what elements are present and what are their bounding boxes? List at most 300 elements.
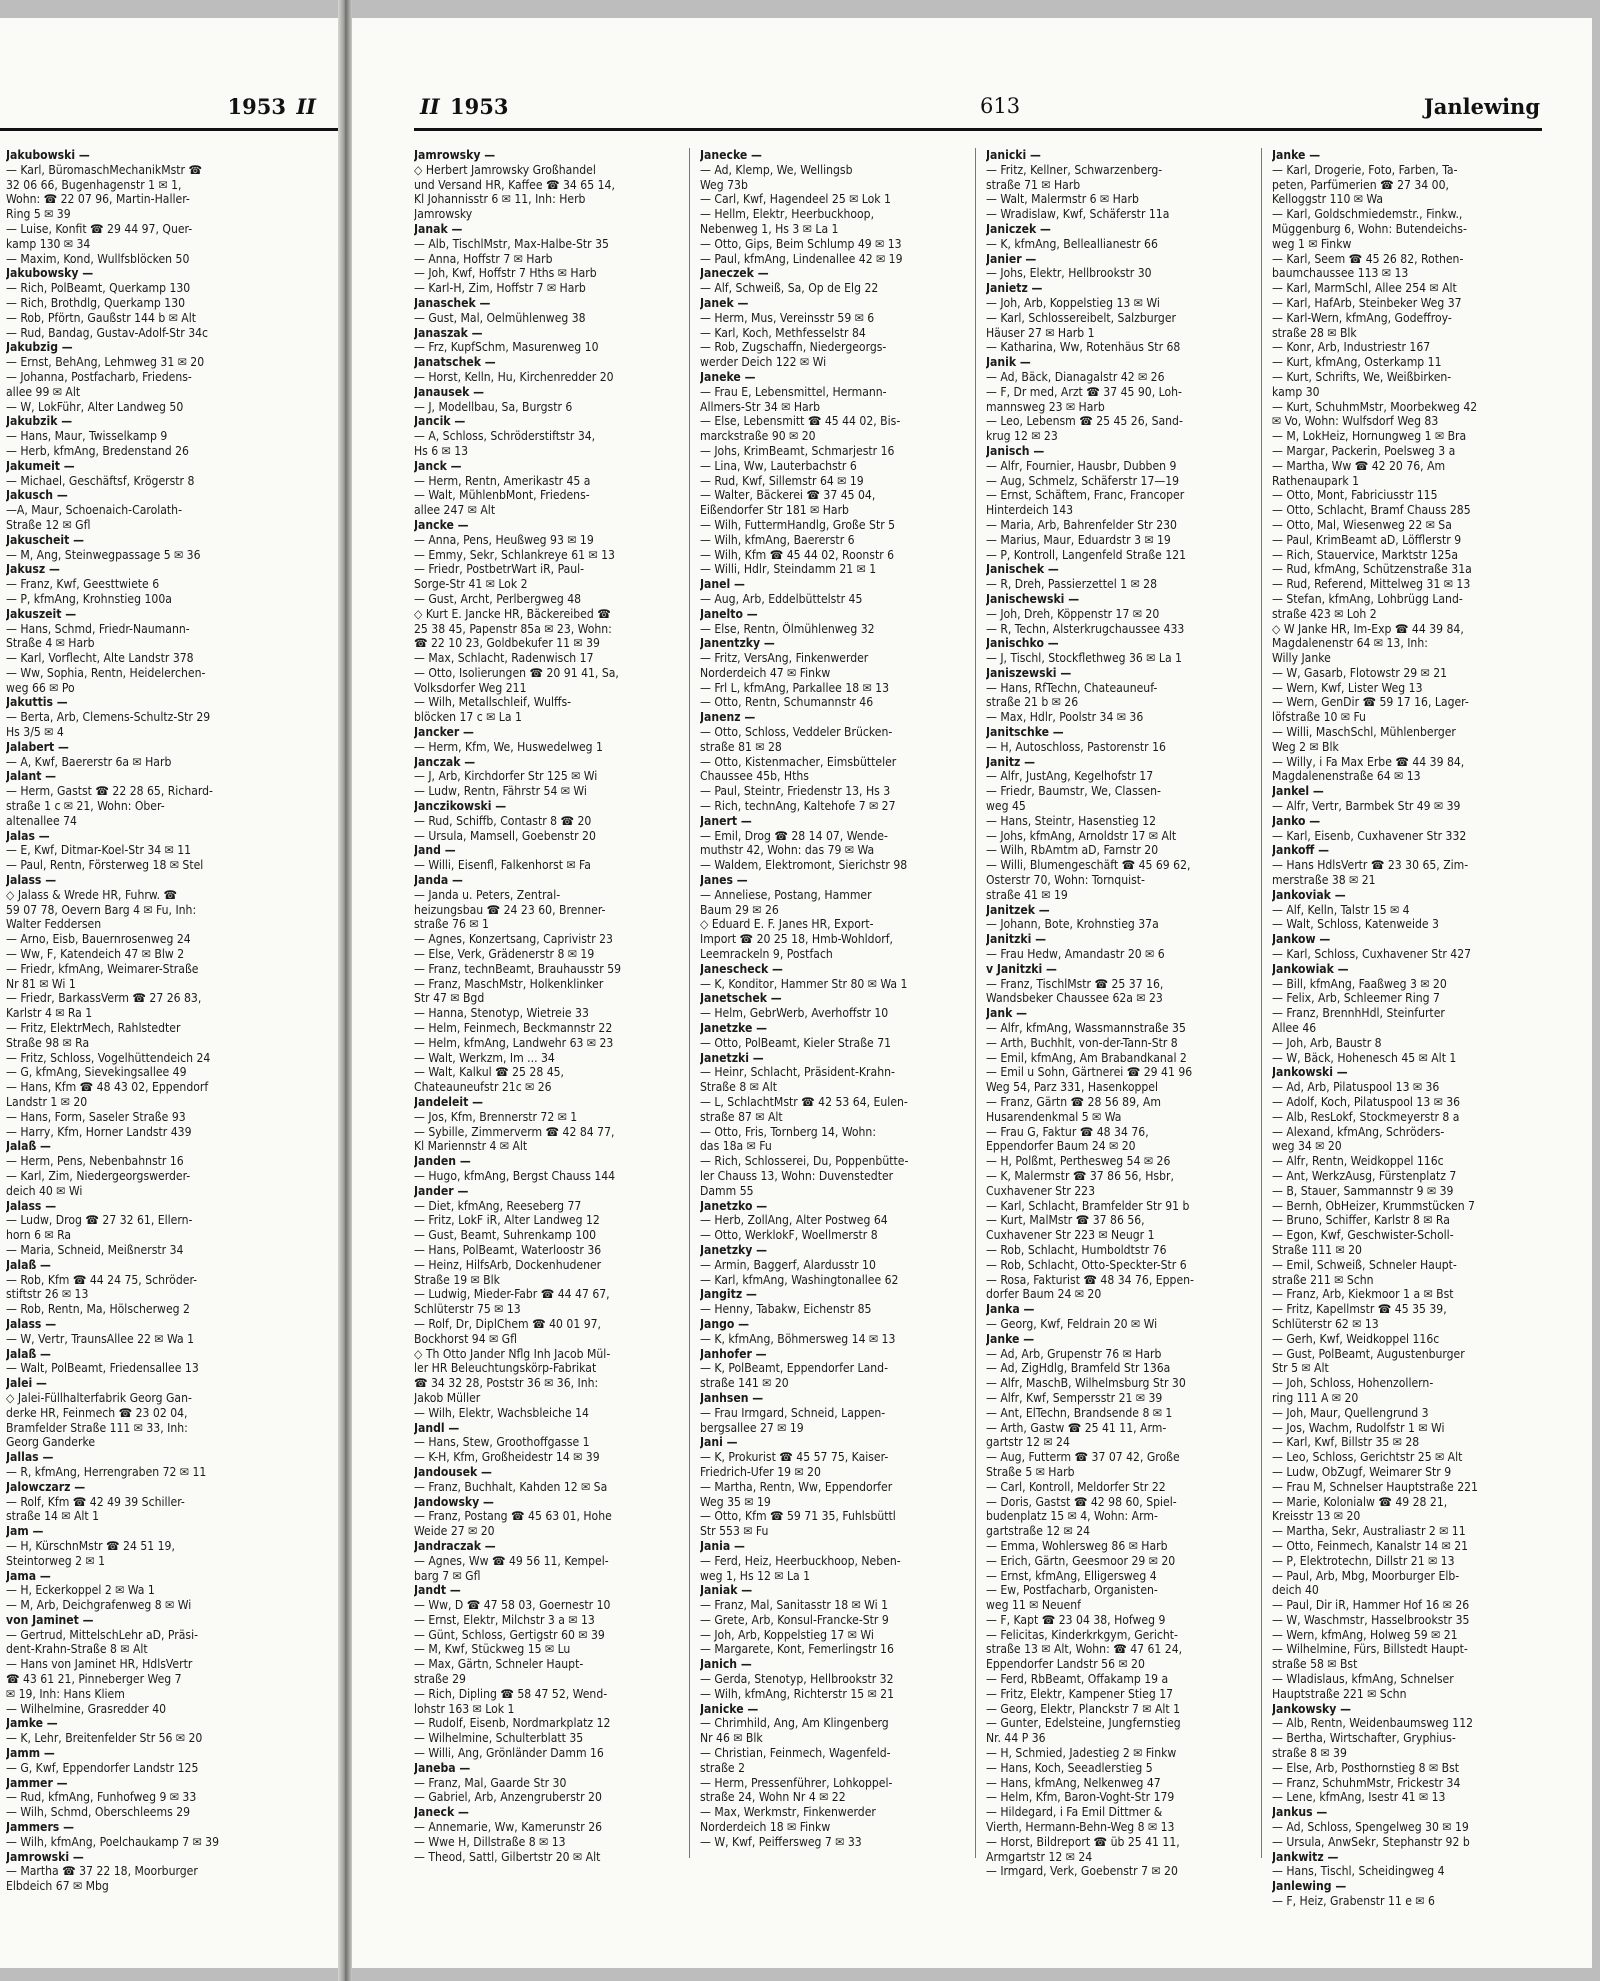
directory-entry-line: Leemrackeln 9, Postfach bbox=[700, 947, 833, 962]
directory-entry-line: — Joh, Schloss, Hohenzollern- bbox=[1272, 1376, 1434, 1391]
directory-entry-line: 59 07 78, Oevern Barg 4 ✉ Fu, Inh: bbox=[6, 902, 197, 917]
directory-entry-line: — Franz, Buchhalt, Kahden 12 ✉ Sa bbox=[414, 1479, 608, 1494]
directory-entry-line: Magdalenenstraße 64 ✉ 13 bbox=[1272, 769, 1421, 784]
directory-entry-line: — Otto, Gips, Beim Schlump 49 ✉ 13 bbox=[700, 236, 902, 251]
surname-heading: Jalass — bbox=[6, 873, 57, 888]
directory-entry-line: gartstraße 12 ✉ 24 bbox=[986, 1524, 1091, 1539]
directory-entry-line: — Felicitas, Kinderkrkgym, Gericht- bbox=[986, 1627, 1178, 1642]
surname-heading: Janietz — bbox=[986, 281, 1043, 296]
directory-entry-line: — Ferd, Heiz, Heerbuckhoop, Neben- bbox=[700, 1553, 901, 1568]
directory-entry-line: — Bernh, ObHeizer, Krummstücken 7 bbox=[1272, 1198, 1475, 1213]
directory-entry-line: — Rob, Kfm ☎ 44 24 75, Schröder- bbox=[6, 1272, 198, 1287]
directory-entry-line: — Walt, Werkzm, Im ... 34 bbox=[414, 1050, 555, 1065]
directory-entry-line: Wandsbeker Chaussee 62a ✉ 23 bbox=[986, 991, 1163, 1006]
directory-entry-line: ◇ Jalei-Füllhalterfabrik Georg Gan- bbox=[6, 1390, 192, 1405]
surname-heading: Janek — bbox=[700, 295, 749, 310]
directory-entry-line: — Harry, Kfm, Horner Landstr 439 bbox=[6, 1124, 192, 1139]
directory-entry-line: Straße 98 ✉ Ra bbox=[6, 1035, 90, 1050]
directory-entry-line: — Hans HdlsVertr ☎ 23 30 65, Zim- bbox=[1272, 858, 1469, 873]
surname-heading: Janhofer — bbox=[700, 1346, 767, 1361]
left-header-year: 1953 bbox=[227, 94, 286, 119]
surname-heading: Janes — bbox=[700, 873, 748, 888]
directory-entry-line: — B, Stauer, Sammannstr 9 ✉ 39 bbox=[1272, 1183, 1454, 1198]
directory-entry-line: — Friedr, Baumstr, We, Classen- bbox=[986, 784, 1161, 799]
directory-entry-line: — E, Kwf, Ditmar-Koel-Str 34 ✉ 11 bbox=[6, 843, 192, 858]
directory-entry-line: — Otto, Isolierungen ☎ 20 91 41, Sa, bbox=[414, 665, 619, 680]
directory-entry-line: straße 1 c ✉ 21, Wohn: Ober- bbox=[6, 799, 165, 814]
directory-column bbox=[6, 148, 332, 1968]
directory-entry-line: — Joh, Arb, Koppelstieg 17 ✉ Wi bbox=[700, 1627, 874, 1642]
directory-entry-line: — Max, Schlacht, Radenwisch 17 bbox=[414, 651, 594, 666]
directory-entry-line: — Franz, Gärtn ☎ 28 56 89, Am bbox=[986, 1095, 1161, 1109]
directory-entry-line: — Alb, Rentn, Weidenbaumsweg 112 bbox=[1272, 1716, 1474, 1731]
surname-heading: Janke — bbox=[1272, 148, 1321, 162]
directory-entry-line: — Karl, Schloss, Cuxhavener Str 427 bbox=[1272, 947, 1472, 962]
directory-entry-line: Norderdeich 47 ✉ Finkw bbox=[700, 665, 831, 680]
directory-entry-line: — Karl-H, Zim, Hoffstr 7 ✉ Harb bbox=[414, 281, 586, 296]
surname-heading: Jandowsky — bbox=[414, 1494, 494, 1509]
directory-entry-line: — Franz, Postang ☎ 45 63 01, Hohe bbox=[414, 1509, 612, 1524]
surname-heading: Jalei — bbox=[6, 1376, 47, 1391]
surname-heading: Janda — bbox=[414, 873, 463, 888]
directory-entry-line: — Rob, Rentn, Ma, Hölscherweg 2 bbox=[6, 1302, 190, 1317]
directory-entry-line: — P, Kontroll, Langenfeld Straße 121 bbox=[986, 547, 1187, 562]
directory-entry-line: — K, PolBeamt, Eppendorfer Land- bbox=[700, 1361, 889, 1376]
directory-entry-line: — Ludw, Rentn, Fährstr 54 ✉ Wi bbox=[414, 784, 587, 799]
directory-entry-line: — Otto, Feinmech, Kanalstr 14 ✉ 21 bbox=[1272, 1538, 1469, 1553]
directory-entry-line: — G, kfmAng, Sievekingsallee 49 bbox=[6, 1065, 187, 1080]
directory-entry-line: — Paul, KrimBeamt aD, Löfflerstr 9 bbox=[1272, 532, 1462, 547]
directory-entry-line: Wohn: ☎ 22 07 96, Martin-Haller- bbox=[6, 192, 190, 207]
directory-entry-line: straße 13 ✉ Alt, Wohn: ☎ 47 61 24, bbox=[986, 1642, 1183, 1657]
directory-entry-line: — Max, Gärtn, Schneler Haupt- bbox=[414, 1657, 584, 1672]
directory-entry-line: Volksdorfer Weg 211 bbox=[414, 680, 527, 695]
directory-entry-line: Jamrowsky bbox=[414, 207, 473, 222]
surname-heading: Janko — bbox=[1272, 813, 1321, 828]
directory-entry-line: — Hans, Koch, Seeadlerstieg 5 bbox=[986, 1760, 1153, 1775]
directory-entry-line: — Gust, Mal, Oelmühlenweg 38 bbox=[414, 310, 586, 325]
directory-entry-line: Hs 3/5 ✉ 4 bbox=[6, 725, 64, 740]
directory-entry-line: — K, Lehr, Breitenfelder Str 56 ✉ 20 bbox=[6, 1731, 203, 1746]
directory-entry-line: — Franz, Mal, Gaarde Str 30 bbox=[414, 1775, 567, 1790]
directory-entry-line: — Doris, Gastst ☎ 42 98 60, Spiel- bbox=[986, 1494, 1177, 1509]
directory-entry-line: — Hans, Kfm ☎ 48 43 02, Eppendorf bbox=[6, 1080, 209, 1095]
directory-entry-line: — Alexand, kfmAng, Schröders- bbox=[1272, 1124, 1445, 1139]
directory-entry-line: — Herm, Rentn, Amerikastr 45 a bbox=[414, 473, 591, 488]
directory-entry-line: — Karl, Koch, Methfesselstr 84 bbox=[700, 325, 866, 340]
directory-entry-line: — Rob, Pförtn, Gaußstr 144 b ✉ Alt bbox=[6, 310, 196, 325]
directory-entry-line: — Frau Hedw, Amandastr 20 ✉ 6 bbox=[986, 947, 1165, 962]
directory-entry-line: — Ew, Postfacharb, Organisten- bbox=[986, 1583, 1158, 1598]
directory-entry-line: — Karl, HafArb, Steinbeker Weg 37 bbox=[1272, 295, 1462, 310]
directory-entry-line: — M, Ang, Steinwegpassage 5 ✉ 36 bbox=[6, 547, 201, 562]
directory-entry-line: — Ludw, ObZugf, Weimarer Str 9 bbox=[1272, 1464, 1452, 1479]
directory-entry-line: — Georg, Elektr, Planckstr 7 ✉ Alt 1 bbox=[986, 1701, 1181, 1716]
surname-heading: Janiczek — bbox=[986, 221, 1051, 236]
directory-entry-line: — Emil u Sohn, Gärtnerei ☎ 29 41 96 bbox=[986, 1065, 1193, 1080]
directory-entry-line: — Ludwig, Mieder-Fabr ☎ 44 47 67, bbox=[414, 1287, 610, 1302]
directory-entry-line: — G, Kwf, Eppendorfer Landstr 125 bbox=[6, 1760, 199, 1775]
directory-entry-line: — Grete, Arb, Konsul-Francke-Str 9 bbox=[700, 1612, 889, 1627]
directory-entry-line: — Hellm, Elektr, Heerbuckhoop, bbox=[700, 207, 875, 222]
directory-entry-line: — Willi, Eisenfl, Falkenhorst ✉ Fa bbox=[414, 858, 591, 873]
directory-entry-line: — F, Heiz, Grabenstr 11 e ✉ 6 bbox=[1272, 1894, 1435, 1909]
directory-entry-line: — Friedr, PostbetrWart iR, Paul- bbox=[414, 562, 585, 577]
surname-heading: Jalaß — bbox=[6, 1139, 51, 1154]
directory-entry-line: — W, Bäck, Hohenesch 45 ✉ Alt 1 bbox=[1272, 1050, 1457, 1065]
directory-entry-line: — Maria, Arb, Bahrenfelder Str 230 bbox=[986, 517, 1177, 532]
directory-entry-line: werder Deich 122 ✉ Wi bbox=[700, 355, 827, 370]
directory-entry-line: straße 87 ✉ Alt bbox=[700, 1109, 783, 1124]
directory-entry-line: — Adolf, Koch, Pilatuspool 13 ✉ 36 bbox=[1272, 1095, 1461, 1109]
surname-heading: Jamke — bbox=[6, 1716, 58, 1731]
directory-entry-line: — R, kfmAng, Herrengraben 72 ✉ 11 bbox=[6, 1464, 207, 1479]
directory-entry-line: — Janda u. Peters, Zentral- bbox=[414, 887, 561, 902]
directory-entry-line: ✉ 19, Inh: Hans Kliem bbox=[6, 1686, 125, 1701]
directory-entry-line: gartstr 12 ✉ 24 bbox=[986, 1435, 1070, 1450]
surname-heading: v Janitzki — bbox=[986, 961, 1057, 976]
directory-entry-line: ◇ Herbert Jamrowsky Großhandel bbox=[414, 162, 596, 177]
directory-entry-line: — Frau E, Lebensmittel, Hermann- bbox=[700, 384, 887, 399]
directory-entry-line: altenallee 74 bbox=[6, 813, 77, 828]
surname-heading: Jalant — bbox=[6, 769, 57, 784]
directory-entry-line: — Friedr, BarkassVerm ☎ 27 26 83, bbox=[6, 991, 202, 1006]
directory-entry-line: deich 40 bbox=[1272, 1583, 1319, 1598]
surname-heading: Jani — bbox=[700, 1435, 738, 1450]
directory-entry-line: — Hans, Form, Saseler Straße 93 bbox=[6, 1109, 186, 1124]
directory-entry-line: — Gust, Archt, Perlbergweg 48 bbox=[414, 591, 582, 606]
directory-entry-line: Eppendorfer Baum 24 ✉ 20 bbox=[986, 1139, 1136, 1154]
directory-entry-line: — Max, Hdlr, Poolstr 34 ✉ 36 bbox=[986, 710, 1144, 725]
directory-entry-line: Weg 35 ✉ 19 bbox=[700, 1494, 771, 1509]
surname-heading: Janak — bbox=[414, 221, 463, 236]
directory-entry-line: ler Chauss 13, Wohn: Duvenstedter bbox=[700, 1168, 894, 1183]
directory-entry-line: Steintorweg 2 ✉ 1 bbox=[6, 1553, 106, 1568]
directory-entry-line: Nr 46 ✉ Blk bbox=[700, 1731, 763, 1746]
directory-entry-line: — Chrimhild, Ang, Am Klingenberg bbox=[700, 1716, 889, 1731]
directory-entry-line: — Waldem, Elektromont, Sierichstr 98 bbox=[700, 858, 908, 873]
directory-entry-line: — A, Schloss, Schröderstiftstr 34, bbox=[414, 429, 596, 444]
directory-entry-line: — Emil, kfmAng, Am Brabandkanal 2 bbox=[986, 1050, 1187, 1065]
directory-entry-line: — F, Kapt ☎ 23 04 38, Hofweg 9 bbox=[986, 1612, 1166, 1627]
directory-entry-line: ◇ Th Otto Jander Nflg Inh Jacob Mül- bbox=[414, 1346, 611, 1361]
directory-entry-line: — Wilh, kfmAng, Baererstr 6 bbox=[700, 532, 855, 547]
directory-entry-line: — Otto, Fris, Tornberg 14, Wohn: bbox=[700, 1124, 876, 1139]
directory-entry-line: Georg Ganderke bbox=[6, 1435, 96, 1450]
surname-heading: Janier — bbox=[986, 251, 1037, 266]
directory-entry-line: — Margar, Packerin, Poelsweg 3 a bbox=[1272, 443, 1456, 458]
surname-heading: Janitzek — bbox=[986, 902, 1050, 917]
directory-entry-line: — Rich, Brothdlg, Querkamp 130 bbox=[6, 295, 186, 310]
directory-entry-line: — Agnes, Konzertsang, Caprivistr 23 bbox=[414, 932, 613, 947]
surname-heading: Janausek — bbox=[414, 384, 484, 399]
directory-entry-line: — Theod, Sattl, Gilbertstr 20 ✉ Alt bbox=[414, 1849, 601, 1864]
surname-heading: Janik — bbox=[986, 355, 1031, 370]
directory-entry-line: — Herm, Pens, Nebenbahnstr 16 bbox=[6, 1154, 184, 1169]
directory-entry-line: — Karl, Zim, Niedergeorgswerder- bbox=[6, 1168, 191, 1183]
directory-entry-line: — Rich, Dipling ☎ 58 47 52, Wend- bbox=[414, 1686, 608, 1701]
surname-heading: Jalabert — bbox=[6, 739, 69, 754]
directory-entry-line: straße 41 ✉ 19 bbox=[986, 887, 1068, 902]
directory-entry-line: — Gerh, Kwf, Weidkoppel 116c bbox=[1272, 1331, 1440, 1346]
surname-heading: Jalaß — bbox=[6, 1257, 51, 1272]
directory-entry-line: — Otto, Mal, Wiesenweg 22 ✉ Sa bbox=[1272, 517, 1452, 532]
directory-entry-line: — Lina, Ww, Lauterbachstr 6 bbox=[700, 458, 857, 473]
directory-entry-line: Straße 8 ✉ Alt bbox=[700, 1080, 777, 1095]
directory-entry-line: Hinterdeich 143 bbox=[986, 503, 1074, 518]
directory-entry-line: — Felix, Arb, Schleemer Ring 7 bbox=[1272, 991, 1440, 1006]
directory-entry-line: — Rud, Bandag, Gustav-Adolf-Str 34c bbox=[6, 325, 209, 340]
directory-entry-line: — Willi, Hdlr, Steindamm 21 ✉ 1 bbox=[700, 562, 877, 577]
directory-entry-line: straße 14 ✉ Alt 1 bbox=[6, 1509, 100, 1524]
directory-entry-line: — Alf, Schweiß, Sa, Op de Elg 22 bbox=[700, 281, 879, 296]
directory-entry-line: straße 76 ✉ 1 bbox=[414, 917, 489, 932]
surname-heading: Jankowski — bbox=[1272, 1065, 1348, 1080]
directory-entry-line: — Frau G, Faktur ☎ 48 34 76, bbox=[986, 1124, 1149, 1139]
directory-entry-line: Str 553 ✉ Fu bbox=[700, 1524, 769, 1539]
directory-entry-line: Weg 73b bbox=[700, 177, 748, 192]
directory-entry-line: löfstraße 10 ✉ Fu bbox=[1272, 710, 1366, 725]
surname-heading: Janiak — bbox=[700, 1583, 753, 1598]
directory-entry-line: — Ernst, kfmAng, Elligersweg 4 bbox=[986, 1568, 1157, 1583]
directory-entry-line: — K, Prokurist ☎ 45 57 75, Kaiser- bbox=[700, 1450, 889, 1465]
surname-heading: Jakubowski — bbox=[6, 148, 90, 162]
surname-heading: Jander — bbox=[414, 1183, 469, 1198]
surname-heading: Jakumeit — bbox=[6, 458, 75, 473]
left-header-section: II bbox=[296, 94, 316, 119]
directory-entry-line: — Otto, Rentn, Schumannstr 46 bbox=[700, 695, 874, 710]
surname-heading: Janka — bbox=[986, 1302, 1035, 1317]
directory-entry-line: weg 34 ✉ 20 bbox=[1272, 1139, 1342, 1154]
directory-entry-line: — H, Schmied, Jadestieg 2 ✉ Finkw bbox=[986, 1746, 1177, 1761]
directory-entry-line: — J, Tischl, Stockflethweg 36 ✉ La 1 bbox=[986, 651, 1182, 666]
surname-heading: Janlewing — bbox=[1272, 1879, 1347, 1894]
directory-entry-line: — Kurt, Schrifts, We, Weißbirken- bbox=[1272, 369, 1452, 384]
directory-entry-line: — Ursula, Mamsell, Goebenstr 20 bbox=[414, 828, 596, 843]
surname-heading: Janich — bbox=[700, 1657, 752, 1672]
surname-heading: Janetzki — bbox=[700, 1050, 764, 1065]
directory-entry-line: — Wwe H, Dillstraße 8 ✉ 13 bbox=[414, 1834, 566, 1849]
directory-entry-line: — Walt, Schloss, Katenweide 3 bbox=[1272, 917, 1439, 932]
directory-entry-line: blöcken 17 c ✉ La 1 bbox=[414, 710, 522, 725]
directory-entry-line: — Günt, Schloss, Gertigstr 60 ✉ 39 bbox=[414, 1627, 605, 1642]
directory-entry-line: Import ☎ 20 25 18, Hmb-Wohldorf, bbox=[700, 932, 893, 947]
surname-heading: Jandl — bbox=[414, 1420, 460, 1435]
surname-heading: Jankoviak — bbox=[1272, 887, 1346, 902]
directory-entry-line: baumchaussee 113 ✉ 13 bbox=[1272, 266, 1409, 281]
directory-entry-line: — Ernst, Schäftem, Franc, Francoper bbox=[986, 488, 1185, 503]
directory-entry-line: Kl Mariennstr 4 ✉ Alt bbox=[414, 1139, 528, 1154]
directory-entry-line: — Bill, kfmAng, Faaßweg 3 ✉ 20 bbox=[1272, 976, 1447, 991]
directory-entry-line: — Wilh, Metallschleif, Wulffs- bbox=[414, 695, 572, 710]
running-head: Janlewing bbox=[1423, 94, 1540, 119]
surname-heading: Jangitz — bbox=[700, 1287, 757, 1302]
directory-entry-line: Müggenburg 6, Wohn: Butendeichs- bbox=[1272, 221, 1467, 236]
directory-entry-line: — Anna, Pens, Heußweg 93 ✉ 19 bbox=[414, 532, 594, 547]
surname-heading: Jankowsky — bbox=[1272, 1701, 1352, 1716]
surname-heading: Jakubzik — bbox=[6, 414, 73, 429]
directory-entry-line: — Agnes, Ww ☎ 49 56 11, Kempel- bbox=[414, 1553, 609, 1568]
directory-entry-line: dent-Krahn-Straße 8 ✉ Alt bbox=[6, 1642, 148, 1657]
directory-entry-line: — Anneliese, Postang, Hammer bbox=[700, 887, 872, 902]
directory-entry-line: Jakob Müller bbox=[414, 1390, 481, 1405]
directory-entry-line: — Carl, Kwf, Hagendeel 25 ✉ Lok 1 bbox=[700, 192, 891, 207]
directory-entry-line: barg 7 ✉ Gfl bbox=[414, 1568, 481, 1583]
directory-entry-line: — Joh, Arb, Baustr 8 bbox=[1272, 1035, 1382, 1050]
directory-entry-line: — Ursula, AnwSekr, Stephanstr 92 b bbox=[1272, 1834, 1470, 1849]
directory-entry-line: — Karl, Kwf, Billstr 35 ✉ 28 bbox=[1272, 1435, 1420, 1450]
directory-entry-line: — Walt, MühlenbMont, Friedens- bbox=[414, 488, 590, 503]
surname-heading: Jam — bbox=[6, 1524, 44, 1539]
directory-entry-line: — Michael, Geschäftsf, Krögerstr 8 bbox=[6, 473, 195, 488]
surname-heading: Jamrowski — bbox=[6, 1849, 84, 1864]
directory-entry-line: — Rich, technAng, Kaltehofe 7 ✉ 27 bbox=[700, 799, 896, 814]
directory-entry-line: bergsallee 27 ✉ 19 bbox=[700, 1420, 804, 1435]
surname-heading: Janitz — bbox=[986, 754, 1036, 769]
directory-entry-line: — Wladislaus, kfmAng, Schnelser bbox=[1272, 1672, 1454, 1687]
directory-entry-line: Kelloggstr 110 ✉ Wa bbox=[1272, 192, 1384, 207]
directory-entry-line: Straße 19 ✉ Blk bbox=[414, 1272, 500, 1287]
surname-heading: Janhsen — bbox=[700, 1390, 764, 1405]
directory-entry-line: — Paul, kfmAng, Lindenallee 42 ✉ 19 bbox=[700, 251, 903, 266]
directory-entry-line: Str 5 ✉ Alt bbox=[1272, 1361, 1329, 1376]
directory-entry-line: — Frl L, kfmAng, Parkallee 18 ✉ 13 bbox=[700, 680, 890, 695]
directory-entry-line: — Karl, Eisenb, Cuxhavener Str 332 bbox=[1272, 828, 1467, 843]
surname-heading: Jakusch — bbox=[6, 488, 68, 503]
directory-entry-line: straße 29 bbox=[414, 1672, 466, 1687]
directory-entry-line: — Ww, Sophia, Rentn, Heidelerchen- bbox=[6, 665, 206, 680]
directory-entry-line: — Ww, D ☎ 47 58 03, Goernestr 10 bbox=[414, 1598, 611, 1613]
directory-entry-line: — F, Dr med, Arzt ☎ 37 45 90, Loh- bbox=[986, 384, 1182, 399]
directory-entry-line: dorfer Baum 24 ✉ 20 bbox=[986, 1287, 1102, 1302]
directory-entry-line: — Emmy, Sekr, Schlankreye 61 ✉ 13 bbox=[414, 547, 615, 562]
surname-heading: Jankel — bbox=[1272, 784, 1324, 799]
directory-entry-line: — Gust, Beamt, Suhrenkamp 100 bbox=[414, 1228, 597, 1243]
surname-heading: Jalass — bbox=[6, 1316, 57, 1331]
directory-entry-line: — Rud, Kwf, Sillemstr 64 ✉ 19 bbox=[700, 473, 864, 488]
directory-entry-line: Eißendorfer Str 181 ✉ Harb bbox=[700, 503, 849, 518]
directory-entry-line: — Karl, Schlacht, Bramfelder Str 91 b bbox=[986, 1198, 1190, 1213]
directory-entry-line: — Kurt, kfmAng, Osterkamp 11 bbox=[1272, 355, 1442, 370]
directory-entry-line: — Hans von Jaminet HR, HdlsVertr bbox=[6, 1657, 193, 1672]
directory-entry-line: — Karl, BüromaschMechanikMstr ☎ bbox=[6, 162, 203, 177]
directory-entry-line: — Christian, Feinmech, Wagenfeld- bbox=[700, 1746, 891, 1761]
directory-entry-line: — Fritz, VersAng, Finkenwerder bbox=[700, 651, 869, 666]
directory-entry-line: — Gertrud, MittelschLehr aD, Präsi- bbox=[6, 1627, 199, 1642]
directory-entry-line: — Otto, Kistenmacher, Eimsbütteler bbox=[700, 754, 897, 769]
directory-entry-line: — Herb, ZollAng, Alter Postweg 64 bbox=[700, 1213, 888, 1228]
directory-entry-line: — Stefan, kfmAng, Lohbrügg Land- bbox=[1272, 591, 1463, 606]
directory-entry-line: — Fritz, Schloss, Vogelhüttendeich 24 bbox=[6, 1050, 211, 1065]
directory-entry-line: — Karl, Vorflecht, Alte Landstr 378 bbox=[6, 651, 194, 666]
directory-entry-line: — Martha, Ww ☎ 42 20 76, Am bbox=[1272, 458, 1446, 473]
directory-entry-line: — Joh, Arb, Koppelstieg 13 ✉ Wi bbox=[986, 295, 1160, 310]
directory-entry-line: Sorge-Str 41 ✉ Lok 2 bbox=[414, 577, 528, 592]
directory-entry-line: — Rud, Referend, Mittelweg 31 ✉ 13 bbox=[1272, 577, 1471, 592]
directory-entry-line: — Alfr, MaschB, Wilhelmsburg Str 30 bbox=[986, 1376, 1186, 1391]
directory-entry-line: Cuxhavener Str 223 ✉ Neugr 1 bbox=[986, 1228, 1155, 1243]
directory-entry-line: — Heinz, HilfsArb, Dockenhudener bbox=[414, 1257, 602, 1272]
directory-entry-line: Eppendorfer Landstr 56 ✉ 20 bbox=[986, 1657, 1145, 1672]
surname-heading: Janel — bbox=[700, 577, 745, 592]
surname-heading: Janiszewski — bbox=[986, 665, 1072, 680]
directory-entry-line: — Ww, F, Katendeich 47 ✉ Blw 2 bbox=[6, 947, 185, 962]
surname-heading: Jalas — bbox=[6, 828, 50, 843]
directory-entry-line: — Wern, GenDir ☎ 59 17 16, Lager- bbox=[1272, 695, 1469, 710]
surname-heading: Jankwitz — bbox=[1272, 1849, 1339, 1864]
directory-entry-line: Friedrich-Ufer 19 ✉ 20 bbox=[700, 1464, 821, 1479]
directory-entry-line: — P, Elektrotechn, Dillstr 21 ✉ 13 bbox=[1272, 1553, 1455, 1568]
directory-entry-line: — Erich, Gärtn, Geesmoor 29 ✉ 20 bbox=[986, 1553, 1176, 1568]
directory-entry-line: Chateauneufstr 21c ✉ 26 bbox=[414, 1080, 552, 1095]
directory-entry-line: — Hans, kfmAng, Nelkenweg 47 bbox=[986, 1775, 1161, 1790]
directory-entry-line: — Rob, Schlacht, Otto-Speckter-Str 6 bbox=[986, 1257, 1187, 1272]
surname-heading: Jamrowsky — bbox=[414, 148, 496, 162]
directory-entry-line: — Franz, SchuhmMstr, Frickestr 34 bbox=[1272, 1775, 1461, 1790]
directory-entry-line: — Kurt, MalMstr ☎ 37 86 56, bbox=[986, 1213, 1145, 1228]
directory-entry-line: — Alb, ResLokf, Stockmeyerstr 8 a bbox=[1272, 1109, 1460, 1124]
directory-column bbox=[700, 148, 970, 1968]
directory-entry-line: Kl Johannisstr 6 ✉ 11, Inh: Herb bbox=[414, 192, 586, 207]
directory-entry-line: straße 2 bbox=[700, 1760, 745, 1775]
directory-entry-line: — Franz, BrennhHdl, Steinfurter bbox=[1272, 1006, 1445, 1021]
directory-entry-line: — K, kfmAng, Böhmersweg 14 ✉ 13 bbox=[700, 1331, 896, 1346]
directory-entry-line: Straße 12 ✉ Gfl bbox=[6, 517, 91, 532]
directory-entry-line: — Johanna, Postfacharb, Friedens- bbox=[6, 369, 192, 384]
directory-entry-line: budenplatz 15 ✉ 4, Wohn: Arm- bbox=[986, 1509, 1158, 1524]
surname-heading: Janitschke — bbox=[986, 725, 1064, 740]
directory-entry-line: — Franz, MaschMstr, Holkenklinker bbox=[414, 976, 604, 991]
directory-entry-line: Nebenweg 1, Hs 3 ✉ La 1 bbox=[700, 221, 839, 236]
directory-entry-line: — Wilh, kfmAng, Richterstr 15 ✉ 21 bbox=[700, 1686, 895, 1701]
directory-entry-line: — M, Kwf, Stückweg 15 ✉ Lu bbox=[414, 1642, 571, 1657]
directory-entry-line: — Marie, Kolonialw ☎ 49 28 21, bbox=[1272, 1494, 1448, 1509]
surname-heading: Janetzko — bbox=[700, 1198, 768, 1213]
directory-entry-line: — Johs, Elektr, Hellbrookstr 30 bbox=[986, 266, 1152, 281]
directory-entry-line: — Franz, Arb, Kiekmoor 1 a ✉ Bst bbox=[1272, 1287, 1454, 1302]
directory-entry-line: — Rud, kfmAng, Schützenstraße 31a bbox=[1272, 562, 1472, 577]
directory-entry-line: — Horst, Bildreport ☎ üb 25 41 11, bbox=[986, 1834, 1180, 1849]
directory-entry-line: — Walt, Kalkul ☎ 25 28 45, bbox=[414, 1065, 564, 1080]
directory-entry-line: — Heinr, Schlacht, Präsident-Krahn- bbox=[700, 1065, 895, 1080]
right-header-section: II bbox=[420, 94, 440, 119]
directory-entry-line: — Ernst, BehAng, Lehmweg 31 ✉ 20 bbox=[6, 355, 205, 370]
directory-entry-line: — A, Kwf, Baererstr 6a ✉ Harb bbox=[6, 754, 172, 769]
directory-entry-line: Hauptstraße 221 ✉ Schn bbox=[1272, 1686, 1407, 1701]
surname-heading: Jankowiak — bbox=[1272, 961, 1349, 976]
directory-entry-line: — J, Arb, Kirchdorfer Str 125 ✉ Wi bbox=[414, 769, 598, 784]
directory-entry-line: — Walter, Bäckerei ☎ 37 45 04, bbox=[700, 488, 876, 503]
directory-entry-line: — Horst, Kelln, Hu, Kirchenredder 20 bbox=[414, 369, 614, 384]
surname-heading: Jankus — bbox=[1272, 1805, 1328, 1820]
directory-entry-line: — Gerda, Stenotyp, Hellbrookstr 32 bbox=[700, 1672, 894, 1687]
directory-entry-line: — Bertha, Wirtschafter, Gryphius- bbox=[1272, 1731, 1456, 1746]
directory-entry-line: — Wern, kfmAng, Holweg 59 ✉ 21 bbox=[1272, 1627, 1458, 1642]
directory-entry-line: — Ernst, Elektr, Milchstr 3 a ✉ 13 bbox=[414, 1612, 595, 1627]
directory-entry-line: — Willy, i Fa Max Erbe ☎ 44 39 84, bbox=[1272, 754, 1465, 769]
directory-entry-line: — K, Malermstr ☎ 37 86 56, Hsbr, bbox=[986, 1168, 1174, 1183]
directory-entry-line: Kreisstr 13 ✉ 20 bbox=[1272, 1509, 1361, 1524]
directory-entry-line: Weide 27 ✉ 20 bbox=[414, 1524, 495, 1539]
directory-entry-line: — Martha, Sekr, Australiastr 2 ✉ 11 bbox=[1272, 1524, 1466, 1539]
directory-entry-line: ☎ 22 10 23, Goldbekufer 11 ✉ 39 bbox=[414, 636, 600, 651]
directory-entry-line: Hs 6 ✉ 13 bbox=[414, 443, 469, 458]
surname-heading: Janetzky — bbox=[700, 1242, 768, 1257]
directory-entry-line: — Gust, PolBeamt, Augustenburger bbox=[1272, 1346, 1465, 1361]
directory-entry-line: — Paul, Steintr, Friedenstr 13, Hs 3 bbox=[700, 784, 891, 799]
directory-entry-line: — Alfr, JustAng, Kegelhofstr 17 bbox=[986, 769, 1154, 784]
directory-entry-line: —A, Maur, Schoenaich-Carolath- bbox=[6, 503, 183, 518]
